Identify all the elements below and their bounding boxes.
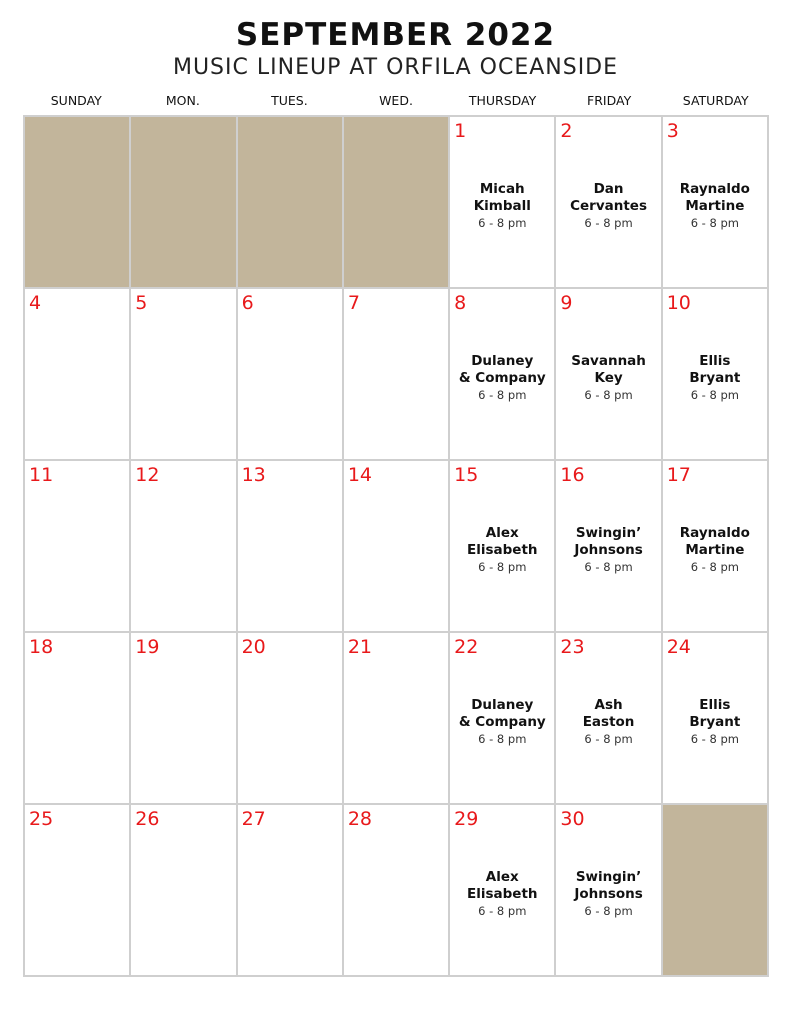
day-number: 25 xyxy=(29,808,54,830)
day-number: 14 xyxy=(347,464,373,486)
calendar-blank-cell xyxy=(663,805,769,977)
day-number: 18 xyxy=(29,636,54,658)
calendar-day-cell xyxy=(450,289,556,461)
event-listing xyxy=(450,525,554,575)
event-listing xyxy=(663,697,767,747)
event-time: 6 - 8 pm xyxy=(478,904,527,918)
event-listing xyxy=(556,869,660,919)
day-number: 13 xyxy=(241,464,266,486)
event-listing xyxy=(556,525,660,575)
day-number: 29 xyxy=(454,808,479,830)
calendar-day-cell xyxy=(238,805,344,977)
event-listing xyxy=(450,697,554,747)
day-number: 9 xyxy=(560,292,573,314)
day-number: 1 xyxy=(454,120,467,142)
weekday-wednesday: WED. xyxy=(379,93,413,108)
calendar-day-cell xyxy=(25,805,131,977)
event-listing xyxy=(556,697,660,747)
weekday-friday: FRIDAY xyxy=(587,93,632,108)
artist-name: Ash Easton xyxy=(582,697,635,730)
event-time: 6 - 8 pm xyxy=(478,388,527,402)
day-number: 5 xyxy=(135,292,148,314)
calendar-day-cell xyxy=(131,805,237,977)
artist-name: Swingin’ Johnsons xyxy=(574,525,643,558)
day-number: 15 xyxy=(454,464,479,486)
day-number: 4 xyxy=(29,292,42,314)
event-listing xyxy=(450,869,554,919)
calendar-day-cell xyxy=(238,289,344,461)
artist-name: Dulaney & Company xyxy=(458,353,546,386)
calendar-day-cell xyxy=(663,461,769,633)
calendar-day-cell xyxy=(344,805,450,977)
artist-name: Alex Elisabeth xyxy=(467,525,538,558)
artist-name: Swingin’ Johnsons xyxy=(574,869,643,902)
calendar-blank-cell xyxy=(344,117,450,289)
calendar-day-cell xyxy=(450,633,556,805)
calendar-day-cell xyxy=(663,289,769,461)
day-number: 20 xyxy=(241,636,266,658)
event-listing xyxy=(556,353,660,403)
artist-name: Dan Cervantes xyxy=(570,181,647,214)
event-time: 6 - 8 pm xyxy=(690,560,739,574)
day-number: 19 xyxy=(135,636,160,658)
calendar-day-cell xyxy=(131,461,237,633)
event-listing xyxy=(556,181,660,231)
calendar-day-cell xyxy=(131,289,237,461)
artist-name: Savannah Key xyxy=(571,353,646,386)
day-number: 22 xyxy=(454,636,479,658)
calendar-grid xyxy=(23,115,769,977)
page-subtitle: MUSIC LINEUP AT ORFILA OCEANSIDE xyxy=(172,55,619,80)
event-time: 6 - 8 pm xyxy=(584,560,633,574)
event-time: 6 - 8 pm xyxy=(584,388,633,402)
day-number: 2 xyxy=(560,120,573,142)
day-number: 7 xyxy=(347,292,360,314)
event-time: 6 - 8 pm xyxy=(478,216,527,230)
calendar-day-cell xyxy=(556,633,662,805)
event-time: 6 - 8 pm xyxy=(690,388,739,402)
day-number: 16 xyxy=(560,464,585,486)
weekday-header-row xyxy=(23,91,769,111)
event-time: 6 - 8 pm xyxy=(584,904,633,918)
event-time: 6 - 8 pm xyxy=(478,560,527,574)
day-number: 17 xyxy=(666,464,691,486)
day-number: 24 xyxy=(666,636,691,658)
calendar-day-cell xyxy=(556,289,662,461)
day-number: 27 xyxy=(241,808,266,830)
day-number: 30 xyxy=(560,808,585,830)
day-number: 10 xyxy=(666,292,691,314)
calendar-day-cell xyxy=(344,461,450,633)
artist-name: Ellis Bryant xyxy=(689,697,741,730)
artist-name: Raynaldo Martine xyxy=(679,525,750,558)
artist-name: Dulaney & Company xyxy=(458,697,546,730)
day-number: 28 xyxy=(347,808,373,830)
day-number: 8 xyxy=(454,292,467,314)
event-time: 6 - 8 pm xyxy=(584,216,633,230)
calendar-blank-cell xyxy=(131,117,237,289)
artist-name: Micah Kimball xyxy=(473,181,531,214)
day-number: 21 xyxy=(347,636,373,658)
day-number: 3 xyxy=(666,120,679,142)
calendar-day-cell xyxy=(450,805,556,977)
calendar-day-cell xyxy=(450,117,556,289)
day-number: 11 xyxy=(29,464,54,486)
calendar-day-cell xyxy=(131,633,237,805)
calendar-day-cell xyxy=(556,805,662,977)
event-time: 6 - 8 pm xyxy=(690,216,739,230)
weekday-thursday: THURSDAY xyxy=(468,93,537,108)
weekday-tuesday: TUES. xyxy=(271,93,308,108)
calendar-day-cell xyxy=(25,461,131,633)
day-number: 23 xyxy=(560,636,585,658)
calendar-day-cell xyxy=(450,461,556,633)
weekday-saturday: SATURDAY xyxy=(682,93,749,108)
day-number: 26 xyxy=(135,808,160,830)
calendar-day-cell xyxy=(238,633,344,805)
artist-name: Alex Elisabeth xyxy=(467,869,538,902)
weekday-sunday: SUNDAY xyxy=(50,93,102,108)
calendar-day-cell xyxy=(238,461,344,633)
event-listing xyxy=(663,525,767,575)
day-number: 12 xyxy=(135,464,160,486)
weekday-monday: MON. xyxy=(165,93,200,108)
calendar-day-cell xyxy=(556,117,662,289)
artist-name: Raynaldo Martine xyxy=(679,181,750,214)
calendar-day-cell xyxy=(25,289,131,461)
artist-name: Ellis Bryant xyxy=(689,353,741,386)
event-listing xyxy=(450,353,554,403)
calendar-day-cell xyxy=(556,461,662,633)
event-time: 6 - 8 pm xyxy=(478,732,527,746)
calendar-blank-cell xyxy=(238,117,344,289)
calendar-day-cell xyxy=(344,633,450,805)
calendar-day-cell xyxy=(663,117,769,289)
day-number: 6 xyxy=(241,292,254,314)
calendar-day-cell xyxy=(344,289,450,461)
calendar-day-cell xyxy=(663,633,769,805)
calendar-blank-cell xyxy=(25,117,131,289)
calendar-day-cell xyxy=(25,633,131,805)
event-time: 6 - 8 pm xyxy=(690,732,739,746)
event-listing xyxy=(663,353,767,403)
page-title: SEPTEMBER 2022 xyxy=(235,17,556,53)
event-listing xyxy=(450,181,554,231)
event-listing xyxy=(663,181,767,231)
event-time: 6 - 8 pm xyxy=(584,732,633,746)
